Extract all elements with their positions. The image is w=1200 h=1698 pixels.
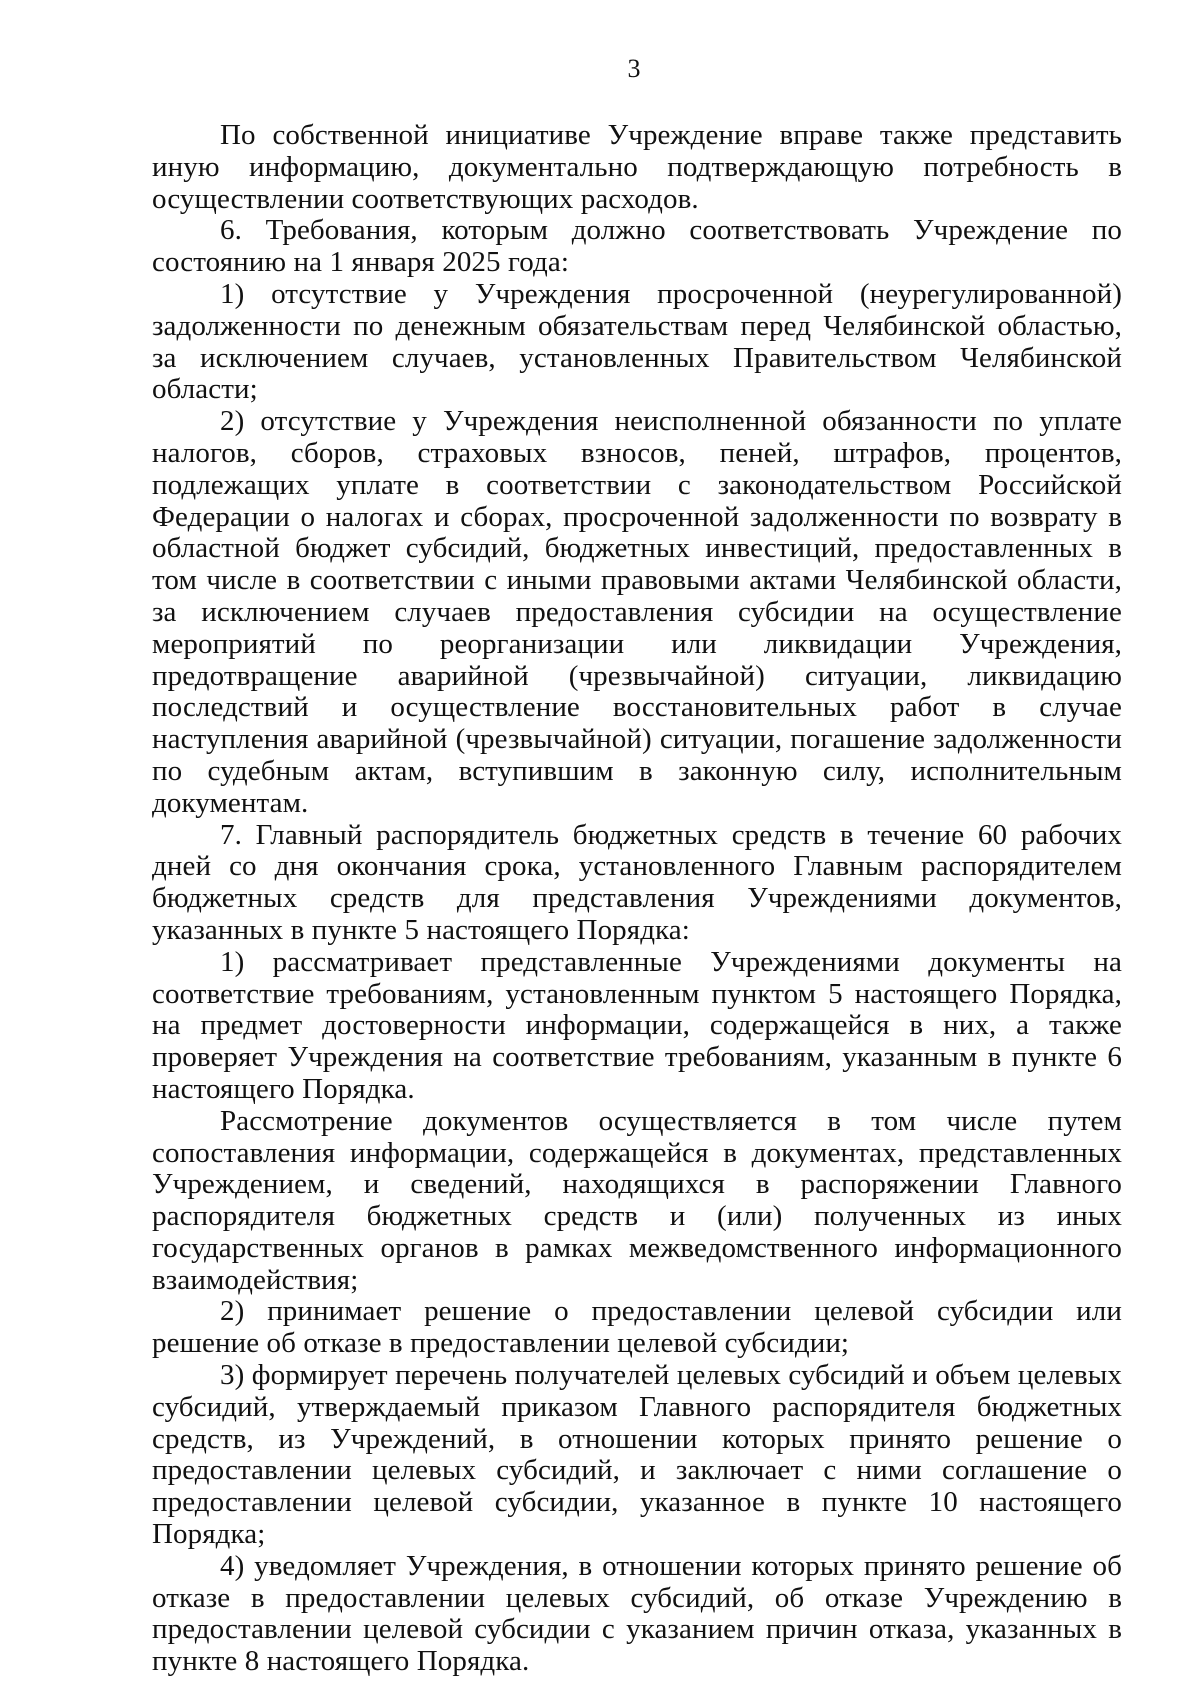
paragraph-item-6-sub-2: 2) отсутствие у Учреждения неисполненной обязанности по уплате налогов, сборов, страховых взносов, пеней, штрафов, процентов, подлежащих уплате в соответствии с законодательством Российской Федерации о налогах и сборах, просроченной задолженности по возврату в областной бюджет субсидий, бюджетных инвестиций, предоставленных в том числе в соответствии с иными правовыми актами Челябинской области, за исключением случаев предоставления субсидии на осуществление мероприятий по реорганизации или ликвидации Учреждения, предотвращение аварийной (чрезвычайной) ситуации, ликвидацию последствий и осуществление восстановительных работ в случае наступления аварийной (чрезвычайной) ситуации, погашение задолженности по судебным актам, вступившим в законную силу, исполнительным документам.: [152, 405, 1122, 819]
paragraph-item-7-sub-4: 4) уведомляет Учреждения, в отношении которых принято решение об отказе в предоставлении целевых субсидий, об отказе Учреждению в предоставлении целевой субсидии с указанием причин отказа, указанных в пункте 8 настоящего Порядка.: [152, 1549, 1122, 1678]
paragraph-item-7-sub-1: 1) рассматривает представленные Учреждениями документы на соответствие требованиям, установленным пунктом 5 настоящего Порядка, на предмет достоверности информации, содержащейся в них, а также проверяет Учреждения на соответствие требованиям, указанным в пункте 6 настоящего Порядка.: [152, 945, 1122, 1105]
paragraph-item-7-main-distributor: 7. Главный распорядитель бюджетных средств в течение 60 рабочих дней со дня окончания срока, установленного Главным распорядителем бюджетных средств для представления Учреждениями документов, указанных в пункте 5 настоящего Порядка:: [152, 818, 1122, 946]
page-number: 3: [627, 54, 641, 83]
paragraph-item-6-sub-1: 1) отсутствие у Учреждения просроченной (неурегулированной) задолженности по денежным обязательствам перед Челябинской областью, за исключением случаев, установленных Правительством Челябинской области;: [152, 277, 1122, 406]
paragraph-item-6-requirements: 6. Требования, которым должно соответствовать Учреждение по состоянию на 1 января 2025 года:: [152, 214, 1122, 279]
paragraph-item-7-review: Рассмотрение документов осуществляется в том числе путем сопоставления информации, содержащейся в документах, представленных Учреждением, и сведений, находящихся в распоряжении Главного распорядителя бюджетных средств и (или) полученных из иных государственных органов в рамках межведомственного информационного взаимодействия;: [152, 1104, 1122, 1296]
paragraph-own-initiative: По собственной инициативе Учреждение вправе также представить иную информацию, документально подтверждающую потребность в осуществлении соответствующих расходов.: [152, 119, 1122, 215]
paragraph-item-7-sub-3: 3) формирует перечень получателей целевых субсидий и объем целевых субсидий, утверждаемый приказом Главного распорядителя бюджетных средств, из Учреждений, в отношении которых принято решение о предоставлении целевых субсидий, и заключает с ними соглашение о предоставлении целевой субсидии, указанное в пункте 10 настоящего Порядка;: [152, 1359, 1122, 1551]
paragraph-item-7-sub-2: 2) принимает решение о предоставлении целевой субсидии или решение об отказе в предоставлении целевой субсидии;: [152, 1295, 1122, 1360]
document-body: [152, 120, 1122, 1678]
